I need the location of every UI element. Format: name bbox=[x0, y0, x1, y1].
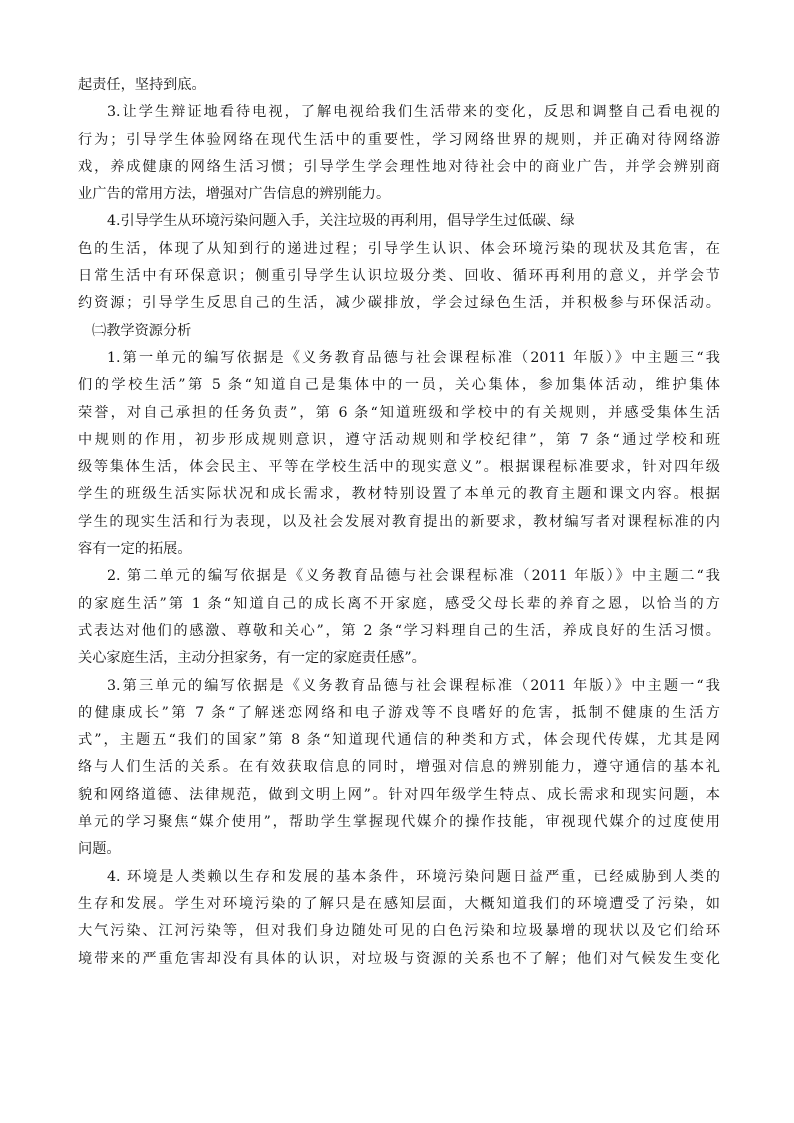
text-line: 约资源；引导学生反思自己的生活，减少碳排放，学会过绿色生活，并积极参与环保活动。 bbox=[78, 295, 720, 312]
text-line: 式”，主题五“我们的国家”第 8 条“知道现代通信的种类和方式，体会现代传媒，尤其是网 bbox=[78, 732, 720, 749]
text-line: 日常生活中有环保意识；侧重引导学生认识垃圾分类、回收、循环再利用的意义，并学会节 bbox=[78, 268, 720, 285]
text-line: 1.第一单元的编写依据是《义务教育品德与社会课程标准（2011 年版）》中主题三“我 bbox=[107, 349, 720, 366]
document-page bbox=[78, 72, 720, 973]
text-line: 式表达对他们的感激、尊敬和关心”，第 2 条“学习料理自己的生活，养成良好的生活习惯。 bbox=[78, 622, 720, 639]
text-line: 3.让学生辩证地看待电视，了解电视给我们生活带来的变化，反思和调整自己看电视的 bbox=[107, 104, 720, 121]
text-line: 们的学校生活”第 5 条“知道自己是集体中的一员，关心集体，参加集体活动，维护集体 bbox=[78, 377, 720, 394]
text-line: 行为；引导学生体验网络在现代生活中的重要性，学习网络世界的规则，并正确对待网络游 bbox=[78, 131, 720, 148]
text-line: 业广告的常用方法，增强对广告信息的辨别能力。 bbox=[78, 186, 391, 203]
text-line: 学生的班级生活实际状况和成长需求，教材特别设置了本单元的教育主题和课文内容。根据 bbox=[78, 486, 720, 503]
text-line: 级等集体生活，体会民主、平等在学校生活中的现实意义”。根据课程标准要求，针对四年级 bbox=[78, 459, 720, 476]
para-goal-3 bbox=[78, 99, 720, 208]
para-unit-1 bbox=[78, 345, 720, 563]
text-line: 3.第三单元的编写依据是《义务教育品德与社会课程标准（2011 年版）》中主题一“我 bbox=[107, 677, 720, 694]
text-line: 络与人们生活的关系。在有效获取信息的同时，增强对信息的辨别能力，遵守通信的基本礼 bbox=[78, 759, 720, 776]
text-line: 大气污染、江河污染等，但对我们身边随处可见的白色污染和垃圾暴增的现状以及它们给环 bbox=[78, 923, 720, 940]
text-line: 色的生活，体现了从知到行的递进过程；引导学生认识、体会环境污染的现状及其危害，在 bbox=[78, 240, 720, 257]
text-line: 容有一定的拓展。 bbox=[78, 541, 192, 558]
text-line: 关心家庭生活，主动分担家务，有一定的家庭责任感”。 bbox=[78, 650, 426, 667]
text-line: 的健康成长”第 7 条“了解迷恋网络和电子游戏等不良嗜好的危害，抵制不健康的生活方 bbox=[78, 704, 720, 721]
text-line: 境带来的严重危害却没有具体的认识，对垃圾与资源的关系也不了解；他们对气候发生变化 bbox=[78, 950, 720, 967]
text-line: 问题。 bbox=[78, 841, 121, 858]
text-line: 2. 第二单元的编写依据是《义务教育品德与社会课程标准（2011 年版）》中主题二“我 bbox=[107, 568, 720, 585]
text-line: 的家庭生活”第 1 条“知道自己的成长离不开家庭，感受父母长辈的养育之恩，以恰当的方 bbox=[78, 595, 720, 612]
text-line: 4.引导学生从环境污染问题入手，关注垃圾的再利用，倡导学生过低碳、绿 bbox=[107, 213, 575, 230]
text-line: 学生的现实生活和行为表现，以及社会发展对教育提出的新要求，教材编写者对课程标准的内 bbox=[78, 513, 720, 530]
text-line: 单元的学习聚焦“媒介使用”，帮助学生掌握现代媒介的操作技能，审视现代媒介的过度使用 bbox=[78, 814, 720, 831]
heading-teaching-resources: ㈡教学资源分析 bbox=[92, 322, 192, 339]
para-unit-4 bbox=[78, 864, 720, 973]
text-line: 4. 环境是人类赖以生存和发展的基本条件，环境污染问题日益严重，已经威胁到人类的 bbox=[107, 868, 720, 885]
para-unit-3 bbox=[78, 673, 720, 864]
section-heading bbox=[78, 318, 720, 345]
text-line: 起责任，坚持到底。 bbox=[78, 77, 206, 93]
text-line: 生存和发展。学生对环境污染的了解只是在感知层面，大概知道我们的环境遭受了污染，如 bbox=[78, 895, 720, 912]
para-goal-4 bbox=[78, 208, 720, 317]
text-line: 戏，养成健康的网络生活习惯；引导学生学会理性地对待社会中的商业广告，并学会辨别商 bbox=[78, 158, 720, 175]
para-unit-2 bbox=[78, 563, 720, 672]
text-line: 貌和网络道德、法律规范，做到文明上网”。针对四年级学生特点、成长需求和现实问题，本 bbox=[78, 786, 720, 803]
text-line: 中规则的作用，初步形成规则意识，遵守活动规则和学校纪律”，第 7 条“通过学校和班 bbox=[78, 431, 720, 448]
para-continuation bbox=[78, 72, 720, 99]
text-line: 荣誉，对自己承担的任务负责”，第 6 条“知道班级和学校中的有关规则，并感受集体生活 bbox=[78, 404, 720, 421]
